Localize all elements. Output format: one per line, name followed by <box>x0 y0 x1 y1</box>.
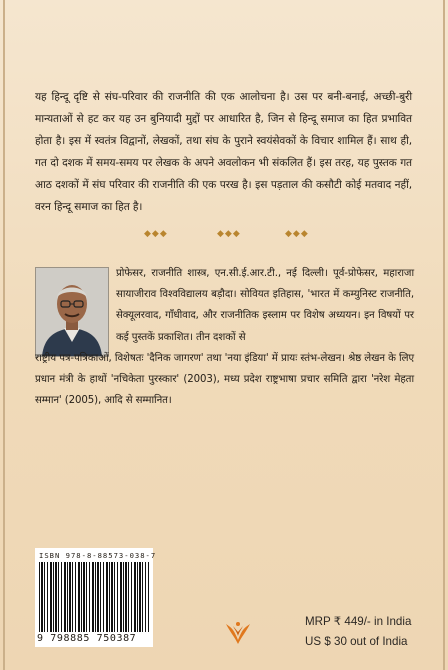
right-edge-rule <box>443 0 445 670</box>
author-bio-bottom: राष्ट्रीय पत्र-पत्रिकाओं, विशेषतः 'दैनिक जागरण' तथा 'नया इंडिया' में प्रायः स्तंभ-लेखन। श्रेष्ठ लेखन के लिए प्रधान मंत्री के हाथों 'नचिकेता पुरस्कार' (2003), मध्य प्रदेश राष्ट्रभाषा प्रचार समिति द्वारा 'नरेश मेहता सम्मान' (2005), आदि से सम्मानित। <box>35 353 414 406</box>
price-abroad: US $ 30 out of India <box>305 635 408 648</box>
book-blurb: यह हिन्दू दृष्टि से संघ-परिवार की राजनीति की एक आलोचना है। उस पर बनी-बनाई, अच्छी-बुरी मान्यताओं से हट कर यह उन बुनियादी मुद्दों पर आधारित है, जिन से हिन्दू समाज का हित प्रभावित होता है। इस में स्वतंत्र विद्वानों, लेखकों, तथा संघ के पुराने स्वयंसेवकों के विचार शामिल हैं। साथ ही, गत दो दशक में समय-समय पर लेखक के अपने अवलोकन भी संकलित हैं। इस तरह, यह पुस्तक गत आठ दशकों में संघ परिवार की राजनीति की एक परख है। इस पड़ताल की कसौटी कोई मतवाद नहीं, वरन हिन्दू समाज का हित है। <box>35 91 412 213</box>
author-photo <box>35 267 109 357</box>
ornament-divider <box>0 229 448 243</box>
author-portrait-icon <box>36 268 108 356</box>
ornament-center: ◆◆◆ <box>217 229 241 239</box>
publisher-logo-icon <box>224 618 252 646</box>
author-bio-top: प्रोफेसर, राजनीति शास्त्र, एन.सी.ई.आर.टी., नई दिल्ली। पूर्व-प्रोफेसर, महाराजा सायाजीराव विश्वविद्यालय बड़ौदा। सोवियत इतिहास, 'भारत में कम्युनिस्ट राजनीति, सेक्यूलरवाद, गाँधीवाद, और राजनीतिक इस्लाम पर विशेष अध्ययन। इन विषयों पर कई पुस्तकें प्रकाशित। तीन दशकों से <box>116 268 414 343</box>
ornament-right: ◆◆◆ <box>285 229 309 239</box>
left-edge-rule <box>3 0 5 670</box>
isbn-digits: 9 798885 750387 <box>37 633 137 644</box>
barcode-bars <box>39 562 149 632</box>
price-block <box>305 612 425 652</box>
isbn-label: ISBN 978-8-88573-038-7 <box>39 551 157 560</box>
ornament-left: ◆◆◆ <box>144 229 168 239</box>
price-india: MRP ₹ 449/- in India <box>305 615 412 628</box>
barcode <box>35 548 157 647</box>
